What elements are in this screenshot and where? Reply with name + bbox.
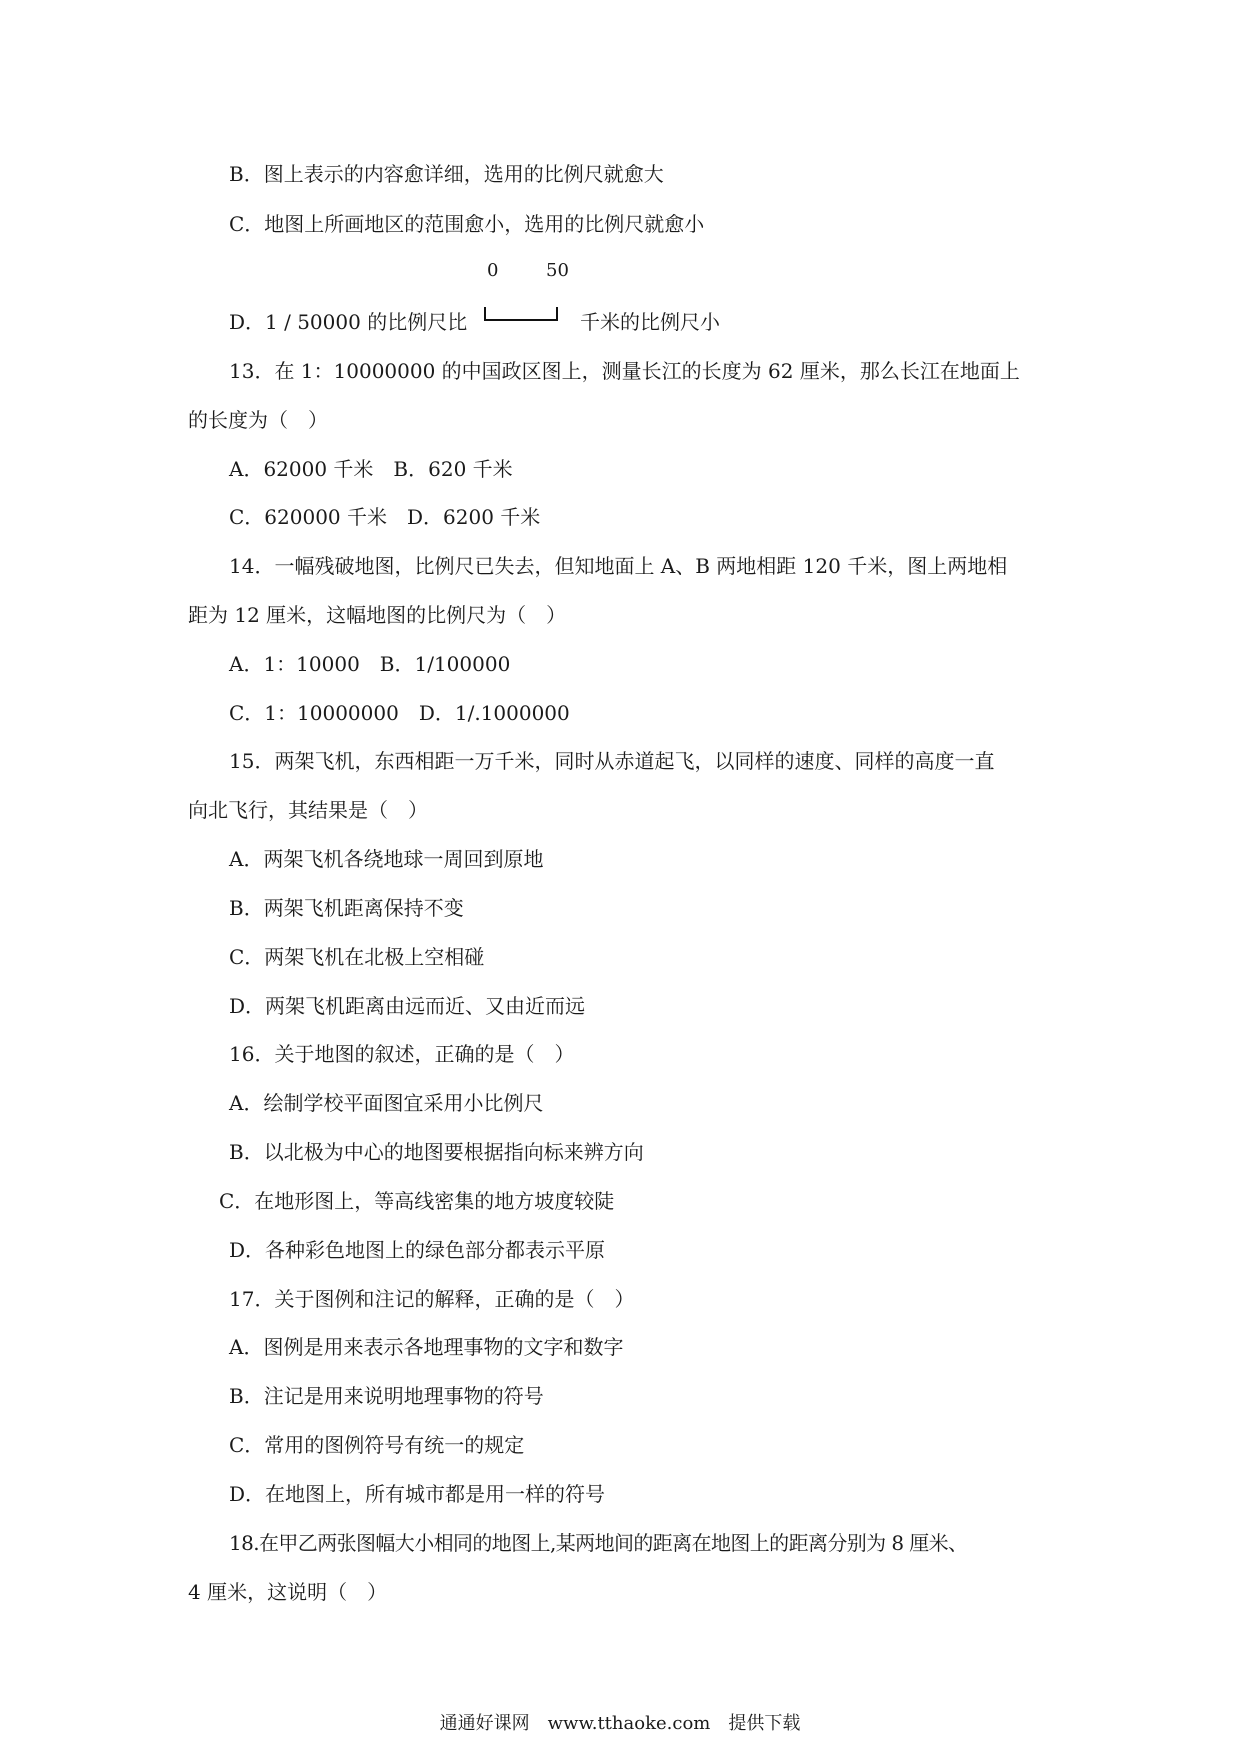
q16-option-a: A．绘制学校平面图宜采用小比例尺 bbox=[229, 1091, 544, 1115]
q12-option-b: B．图上表示的内容愈详细，选用的比例尺就愈大 bbox=[229, 162, 664, 186]
q17-option-c: C．常用的图例符号有统一的规定 bbox=[229, 1433, 525, 1457]
scale-bar-graphic bbox=[484, 307, 558, 321]
q15-option-a: A．两架飞机各绕地球一周回到原地 bbox=[229, 847, 544, 871]
q14-options-cd: C．1：10000000 D．1/.1000000 bbox=[229, 701, 570, 725]
q16-option-c: C．在地形图上，等高线密集的地方坡度较陡 bbox=[219, 1189, 615, 1213]
q17-stem: 17．关于图例和注记的解释，正确的是（ ） bbox=[229, 1287, 635, 1311]
q16-option-d: D．各种彩色地图上的绿色部分都表示平原 bbox=[229, 1238, 606, 1262]
q17-option-d: D．在地图上，所有城市都是用一样的符号 bbox=[229, 1482, 606, 1506]
q12-option-d-prefix: D．1 / 50000 的比例尺比 bbox=[229, 310, 468, 334]
q13-options-ab: A．62000 千米 B．620 千米 bbox=[229, 457, 513, 481]
q17-option-b: B．注记是用来说明地理事物的符号 bbox=[229, 1384, 544, 1408]
q12-option-d-suffix: 千米的比例尺小 bbox=[580, 310, 720, 334]
q15-option-d: D．两架飞机距离由远而近、又由近而远 bbox=[229, 994, 586, 1018]
q13-stem-line2: 的长度为（ ） bbox=[188, 408, 328, 432]
q15-option-c: C．两架飞机在北极上空相碰 bbox=[229, 945, 485, 969]
q17-option-a: A．图例是用来表示各地理事物的文字和数字 bbox=[229, 1335, 624, 1359]
q14-stem-line1: 14．一幅残破地图，比例尺已失去，但知地面上 A、B 两地相距 120 千米，图上两地相 bbox=[229, 554, 1008, 578]
q18-stem-line1: 18.在甲乙两张图幅大小相同的地图上,某两地间的距离在地图上的距离分别为 8 厘米、 bbox=[229, 1531, 968, 1555]
q18-stem-line2: 4 厘米，这说明（ ） bbox=[188, 1580, 388, 1604]
q14-stem-line2: 距为 12 厘米，这幅地图的比例尺为（ ） bbox=[188, 603, 567, 627]
q14-options-ab: A．1：10000 B．1/100000 bbox=[229, 652, 511, 676]
q13-stem-line1: 13．在 1：10000000 的中国政区图上，测量长江的长度为 62 厘米，那么长江在地面上 bbox=[229, 359, 1020, 383]
q15-option-b: B．两架飞机距离保持不变 bbox=[229, 896, 464, 920]
q15-stem-line2: 向北飞行，其结果是（ ） bbox=[188, 798, 428, 822]
q15-stem-line1: 15．两架飞机，东西相距一万千米，同时从赤道起飞，以同样的速度、同样的高度一直 bbox=[229, 749, 995, 773]
scale-end-label: 50 bbox=[546, 260, 569, 281]
q13-options-cd: C．620000 千米 D．6200 千米 bbox=[229, 505, 541, 529]
q16-option-b: B．以北极为中心的地图要根据指向标来辨方向 bbox=[229, 1140, 644, 1164]
scale-start-label: 0 bbox=[487, 260, 499, 281]
q16-stem: 16．关于地图的叙述，正确的是（ ） bbox=[229, 1042, 575, 1066]
q12-option-c: C．地图上所画地区的范围愈小，选用的比例尺就愈小 bbox=[229, 212, 705, 236]
page-footer: 通通好课网 www.tthaoke.com 提供下载 bbox=[439, 1713, 801, 1734]
